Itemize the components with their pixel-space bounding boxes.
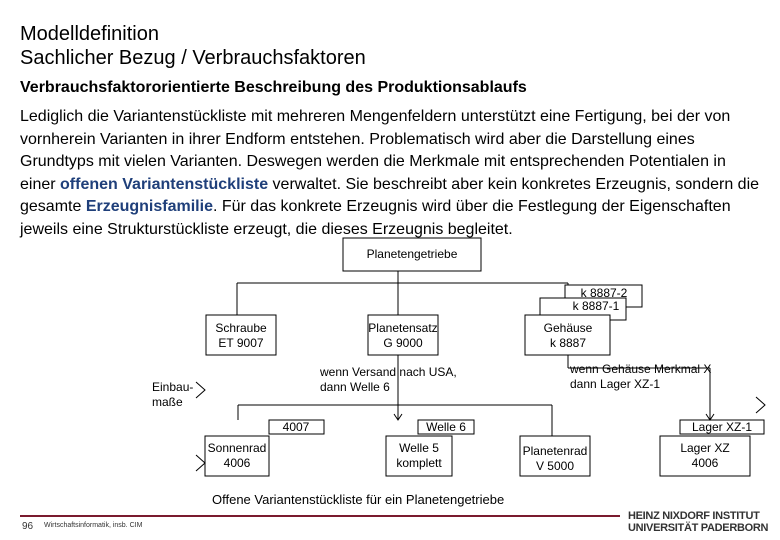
sonnenrad-tag: 4007 <box>282 420 310 434</box>
slide-subtitle: Sachlicher Bezug / Verbrauchsfaktoren <box>20 47 366 69</box>
gehaeuse-code: k 8887 <box>549 336 587 350</box>
einbau-label-2: maße <box>152 395 183 409</box>
planetensatz-code: G 9000 <box>383 336 423 350</box>
einbau-label-1: Einbau- <box>152 380 194 394</box>
slide-title: Modelldefinition <box>20 23 159 45</box>
diagram-caption: Offene Variantenstückliste für ein Planetengetriebe <box>212 492 505 507</box>
lager-tag: Lager XZ-1 <box>691 420 753 434</box>
highlight-erzeugnisfamilie: Erzeugnisfamilie <box>85 198 213 215</box>
gehaeuse-name: Gehäuse <box>543 321 593 335</box>
footer-source: Wirtschaftsinformatik, insb. CIM <box>44 522 143 529</box>
lager-name: Lager XZ <box>680 441 730 455</box>
sonnenrad-name: Sonnenrad <box>207 441 267 455</box>
schraube-name: Schraube <box>215 321 267 335</box>
condition-versand-2: dann Welle 6 <box>320 380 390 394</box>
condition-gehaeuse-1: wenn Gehäuse Merkmal X <box>570 362 712 376</box>
institute-logo-line1: HEINZ NIXDORF INSTITUT <box>628 510 760 522</box>
planetenrad-name: Planetenrad <box>522 444 588 458</box>
body-text-1: Lediglich die Variantenstückliste mit mehreren Mengenfeldern unterstützt eine Fertigung, bei der von vornherein Varianten in ihrer Endform entstehen. Problematisch wird aber die Darstellung eines Grundtyps mit vielen Varianten. Deswegen werden die Merkmale mit entsprechenden Potentialen in einer <box>20 108 731 193</box>
lager-code: 4006 <box>691 456 719 470</box>
gehaeuse-variant-1: k 8887-1 <box>572 299 620 313</box>
sonnenrad-code: 4006 <box>223 456 251 470</box>
welle6-tag: Welle 6 <box>426 420 466 434</box>
root-label: Planetengetriebe <box>366 247 458 261</box>
section-heading: Verbrauchsfaktororientierte Beschreibung des Produktionsablaufs <box>20 79 527 96</box>
condition-gehaeuse-2: dann Lager XZ-1 <box>570 377 661 391</box>
gehaeuse-variant-2: k 8887-2 <box>580 286 628 300</box>
institute-logo-line2: UNIVERSITÄT PADERBORN <box>628 522 769 534</box>
body-text-2: verwaltet. Sie beschreibt aber kein konkretes Erzeugnis, sondern die gesamte <box>20 175 760 215</box>
body-text-3: . Für das konkrete Erzeugnis wird über die Festlegung der Eigenschaften jeweils eine Strukturstückliste erzeugt, die dieses Erzeugnis begleitet. <box>20 198 731 238</box>
footer-divider <box>20 515 620 517</box>
highlight-offene-variantenstueckliste: offenen Variantenstückliste <box>60 175 269 193</box>
planetensatz-name: Planetensatz <box>368 321 438 335</box>
condition-versand-1: wenn Versand nach USA, <box>320 365 457 379</box>
welle5-status: komplett <box>396 456 442 470</box>
schraube-code: ET 9007 <box>218 336 264 350</box>
page-number: 96 <box>22 521 34 532</box>
planetenrad-code: V 5000 <box>535 459 575 473</box>
welle5-name: Welle 5 <box>399 441 439 455</box>
